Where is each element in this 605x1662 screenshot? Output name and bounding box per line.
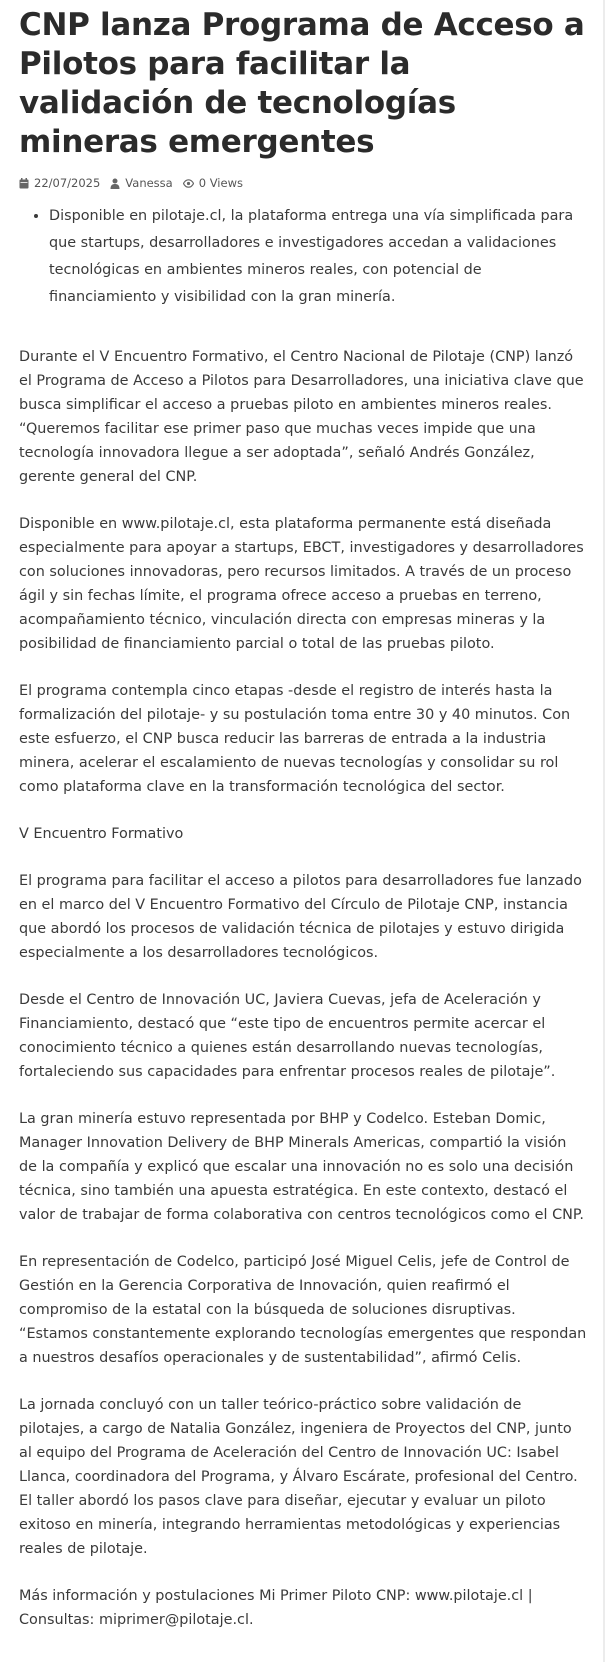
meta-date [19, 176, 100, 190]
article-meta [19, 174, 587, 192]
paragraph: Durante el V Encuentro Formativo, el Centro Nacional de Pilotaje (CNP) lanzó el Programa de Acceso a Pilotos para Desarrolladores, una iniciativa clave que busca simplificar el acceso a pruebas piloto en ambientes mineros reales. “Queremos facilitar ese primer paso que muchas veces impide que una tecnología innovadora llegue a ser adoptada”, señaló Andrés González, gerente general del CNP. [19, 349, 584, 485]
paragraph: Desde el Centro de Innovación UC, Javiera Cuevas, jefa de Aceleración y Financiamiento, destacó que “este tipo de encuentros permite acercar el conocimiento técnico a quienes están desarrollando nuevas tecnologías, fortaleciendo sus capacidades para enfrentar procesos reales de pilotaje”. [19, 992, 556, 1080]
paragraph: Disponible en www.pilotaje.cl, esta plataforma permanente está diseñada especialmente para apoyar a startups, EBCT, investigadores y desarrolladores con soluciones innovadoras, pero recursos limitados. A través de un proceso ágil y sin fechas límite, el programa ofrece acceso a pruebas en terreno, acompañamiento técnico, vinculación directa con empresas mineras y la posibilidad de financiamiento parcial o total de las pruebas piloto. [19, 516, 584, 652]
eye-icon [183, 179, 194, 188]
article-highlights [19, 203, 587, 311]
article-body [19, 345, 587, 1632]
meta-views-text: 0 Views [198, 176, 243, 190]
paragraph: La gran minería estuvo representada por BHP y Codelco. Esteban Domic, Manager Innovation Delivery de BHP Minerals Americas, compartió la visión de la compañía y explicó que escalar una innovación no es solo una decisión técnica, sino también una apuesta estratégica. En este contexto, destacó el valor de trabajar de forma colaborativa con centros tecnológicos como el CNP. [19, 1111, 584, 1223]
article-title: CNP lanza Programa de Acceso a Pilotos para facilitar la validación de tecnologías mineras emergentes [19, 7, 585, 160]
article [19, 6, 587, 1655]
section-heading: V Encuentro Formativo [19, 826, 184, 842]
paragraph: En representación de Codelco, participó José Miguel Celis, jefe de Control de Gestión en la Gerencia Corporativa de Innovación, quien reafirmó el compromiso de la estatal con la búsqueda de soluciones disruptivas. “Estamos constantemente explorando tecnologías emergentes que respondan a nuestros desafíos operacionales y de sustentabilidad”, afirmó Celis. [19, 1254, 587, 1366]
calendar-icon [19, 178, 29, 189]
closing-paragraph: Más información y postulaciones Mi Primer Piloto CNP: www.pilotaje.cl | Consultas: miprimer@pilotaje.cl. [19, 1588, 533, 1628]
paragraph: El programa para facilitar el acceso a pilotos para desarrolladores fue lanzado en el marco del V Encuentro Formativo del Círculo de Pilotaje CNP, instancia que abordó los procesos de validación técnica de pilotajes y estuvo dirigida especialmente a los desarrolladores tecnológicos. [19, 873, 582, 961]
meta-author[interactable] [110, 176, 172, 190]
highlight-item: • Disponible en pilotaje.cl, la plataforma entrega una vía simplificada para que startups, desarrolladores e investigadores accedan a validaciones tecnológicas en ambientes mineros reales, con potencial de financiamiento y visibilidad con la gran minería. [49, 203, 587, 311]
meta-date-text: 22/07/2025 [34, 176, 101, 190]
meta-views [183, 176, 243, 190]
meta-author-text[interactable]: Vanessa [125, 176, 173, 190]
paragraph: El programa contempla cinco etapas -desde el registro de interés hasta la formalización del pilotaje- y su postulación toma entre 30 y 40 minutos. Con este esfuerzo, el CNP busca reducir las barreras de entrada a la industria minera, acelerar el escalamiento de nuevas tecnologías y consolidar su rol como plataforma clave en la transformación tecnológica del sector. [19, 683, 571, 795]
paragraph: La jornada concluyó con un taller teórico-práctico sobre validación de pilotajes, a cargo de Natalia González, ingeniera de Proyectos del CNP, junto al equipo del Programa de Aceleración del Centro de Innovación UC: Isabel Llanca, coordinadora del Programa, y Álvaro Escárate, profesional del Centro. El taller abordó los pasos clave para diseñar, ejecutar y evaluar un piloto exitoso en minería, integrando herramientas metodológicas y experiencias reales de pilotaje. [19, 1397, 578, 1557]
user-icon [110, 178, 120, 189]
